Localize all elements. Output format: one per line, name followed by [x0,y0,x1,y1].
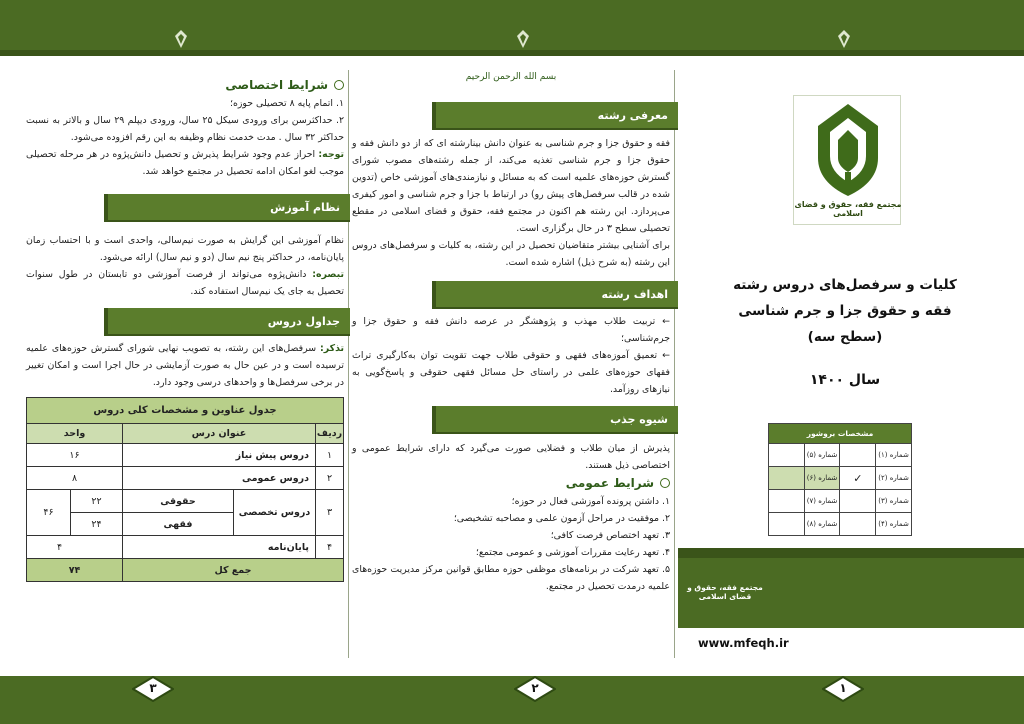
issue-cell: شماره (۷) [804,490,840,513]
column-divider [348,70,349,658]
page-number-1: ۱ [822,676,864,702]
issue-check [769,490,805,513]
row-units: ۴۶ [27,490,71,536]
issue-check [769,444,805,467]
title-line-1: کلیات و سرفصل‌های دروس رشته [733,277,957,293]
circle-bullet-icon [334,80,344,90]
issues-row [769,490,912,513]
courses-table [26,397,344,582]
row-num: ۱ [316,444,344,467]
row-num: ۲ [316,467,344,490]
intro-text: فقه و حقوق جزا و جرم شناسی به عنوان دانش بینارشته ای که از دو دانش فقه و حقوق جزا و جرم شناسی تغذیه می‌کند، از جمله رشته‌های مصوب شورای گسترش حوزه‌های علمیه است که به مسائل و نیازمندی‌های آموزشی خاص (تدوین شده در قالب سرفصل‌های پیش رو) در ارتباط با جزا و جرم شناسی و امور کیفری می‌پردازد. این رشته هم اکنون در مجتمع فقه، حقوق و قضای اسلامی در مقطع تحصیلی سطح ۳ در حال برگزاری است. [352,138,670,234]
row-subtitle: فقهی [123,513,234,536]
section-header-system: نظام آموزش [104,194,350,222]
issue-cell: شماره (۴) [876,513,912,536]
issue-cell: شماره (۵) [804,444,840,467]
admission-text: پذیرش از میان طلاب و فضلایی صورت می‌گیرد که دارای شرایط عمومی و اختصاصی ذیل هستند. [352,443,670,471]
issue-check [769,467,805,490]
total-label: جمع کل [123,559,344,582]
logo-text: مجتمع فقه، حقوق و قضای اسلامی [794,200,902,218]
emblem-icon [512,28,534,50]
issues-row [769,467,912,490]
column-divider [674,70,675,658]
header-row-num: ردیف [316,424,344,444]
strip-institute-name: مجتمع فقه، حقوق و قضای اسلامی [687,583,763,601]
general-item: ۴. تعهد رعایت مقررات آموزشی و عمومی مجتمع؛ [475,547,670,558]
row-sub-units: ۲۲ [71,490,123,513]
special-note: توجه: احراز عدم وجود شرایط پذیرش و تحصیل دانش‌پژوه در هر مرحله تحصیلی موجب لغو امکان ادامه تحصیل در مجتمع خواهد شد. [26,149,344,177]
table-caption: جدول عناوین و مشخصات کلی دروس [27,398,344,424]
courses-note: تذکر: سرفصل‌های این رشته، به تصویب نهایی شورای گسترش حوزه‌های علمیه ترسیده است و در عین حال به صورت آزمایشی در حال اجرا است و امکان تغییر در برخی سرفصل‌ها و واحدهای درسی وجود دارد. [26,343,344,388]
issues-row [769,513,912,536]
issue-check [840,490,876,513]
issue-cell: شماره (۸) [804,513,840,536]
goal-item-2: ← تعمیق آموزه‌های فقهی و حقوقی طلاب جهت تقویت توان به‌کارگیری تراث فقهای حوزه‌های علمی در راستای حل مسائل فقهی حقوقی و پاسخ‌گویی به نیازهای روزآمد. [352,350,670,395]
page-number-3: ۳ [132,676,174,702]
row-num: ۳ [316,490,344,536]
row-sub-units: ۲۴ [71,513,123,536]
website-link[interactable]: www.mfeqh.ir [698,636,789,650]
panel-middle [352,70,670,670]
bismillah: بسم الله الرحمن الرحیم [465,72,557,82]
emblem-icon [833,28,855,50]
section-header-courses: جداول دروس [104,308,350,336]
general-item: ۲. موفقیت در مراحل آزمون علمی و مصاحبه تشخیصی؛ [453,513,670,524]
header-units: واحد [27,424,123,444]
section-header-admission: شیوه جذب [432,406,678,434]
row-units: ۱۶ [27,444,123,467]
special-conditions-title: شرایط اختصاصی [26,78,344,92]
system-note: تبصره: دانش‌پژوه می‌تواند از فرصت آموزشی دو تابستان در طول سنوات تحصیل به جای یک نیم‌سال استفاده کند. [26,269,344,297]
issue-check [769,513,805,536]
checkmark-icon: ✓ [840,467,876,490]
issue-check [840,513,876,536]
issue-cell: شماره (۳) [876,490,912,513]
general-item: ۳. تعهد اختصاص فرصت کافی؛ [550,530,670,541]
institute-logo [793,95,901,225]
issues-title: مشخصات بروشور [769,424,912,444]
table-row [27,536,344,559]
row-units: ۸ [27,467,123,490]
issue-cell: شماره (۱) [876,444,912,467]
panel-left [26,70,344,670]
table-row [27,559,344,582]
table-row [27,444,344,467]
general-item: ۵. تعهد شرکت در برنامه‌های موظفی حوزه مطابق قوانین مرکز مدیریت حوزه‌های علمیه درمدت تحصیل در مجتمع. [352,564,670,592]
system-text: نظام آموزشی این گرایش به صورت نیم‌سالی، واحدی است و با احتساب زمان پایان‌نامه، در حداکثر پنج نیم سال (دو و نیم سال) ارائه می‌شود. [26,235,344,263]
section-header-goals: اهداف رشته [432,281,678,309]
general-conditions-title: شرایط عمومی [352,476,670,490]
general-item: ۱. داشتن پرونده آموزشی فعال در حوزه؛ [511,496,670,507]
issues-row [769,444,912,467]
issue-check [840,444,876,467]
row-title: دروس عمومی [123,467,316,490]
intro-text-2: برای آشنایی بیشتر متقاضیان تحصیل در این رشته، به کلیات و سرفصل‌های دروس این رشته (به شرح ذیل) اشاره شده است. [352,240,670,268]
issue-cell: شماره (۶) [804,467,840,490]
special-item-1: ۱. اتمام پایه ۸ تحصیلی حوزه؛ [230,98,344,109]
row-title: پایان‌نامه [123,536,316,559]
row-title: دروس تخصصی [234,490,316,536]
title-line-2: فقه و حقوق جزا و جرم شناسی [738,303,952,319]
table-row [27,490,344,513]
cover-year: سال ۱۴۰۰ [809,372,881,388]
total-value: ۷۴ [27,559,123,582]
table-row [27,467,344,490]
row-units: ۴ [27,536,123,559]
emblem-icon [170,28,192,50]
issue-cell: شماره (۲) [876,467,912,490]
brochure-issues-table [768,423,912,536]
special-item-2: ۲. حداکثرسن برای ورودی سیکل ۲۵ سال، ورودی دیپلم ۲۹ سال و بالاتر به نسبت حداکثر ۳۲ سال . مدت خدمت نظام وظیفه به این رقم افزوده می‌شود. [26,115,344,143]
goal-item-1: ← تربیت طلاب مهذب و پژوهشگر در عرصه دانش فقه و حقوق جزا و جرم‌شناسی؛ [352,316,670,344]
circle-bullet-icon [660,478,670,488]
header-title: عنوان درس [123,424,316,444]
row-title: دروس پیش نیاز [123,444,316,467]
page-number-2: ۲ [514,676,556,702]
row-num: ۴ [316,536,344,559]
cover-title [690,272,1000,350]
section-header-intro: معرفی رشته [432,102,678,130]
row-subtitle: حقوقی [123,490,234,513]
title-line-3: (سطح سه) [807,329,883,345]
